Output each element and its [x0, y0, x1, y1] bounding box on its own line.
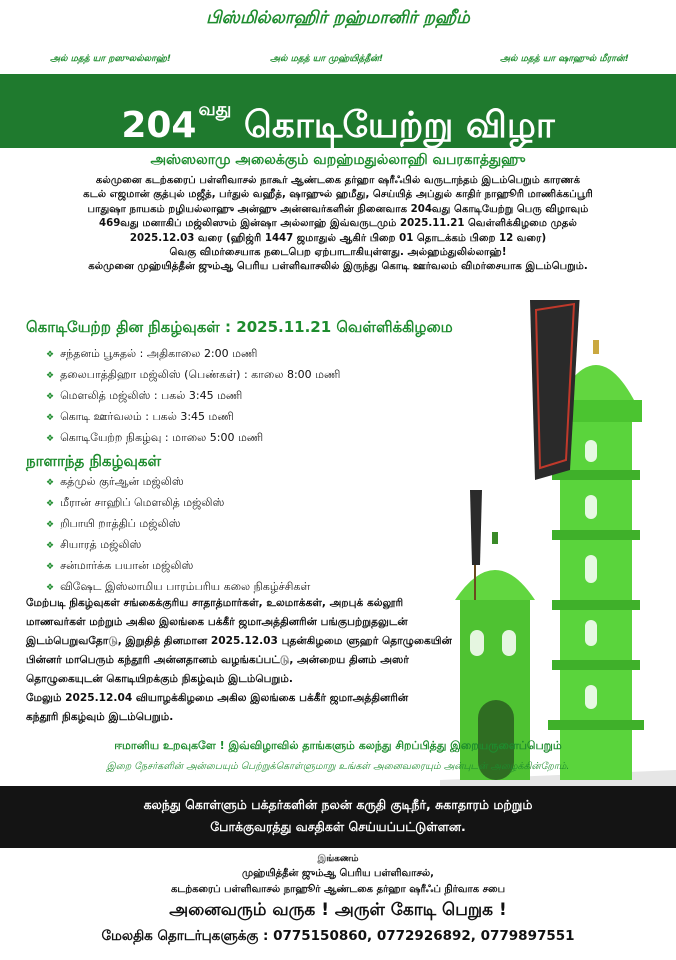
- body-line: இடம்பெறுவதோடு, இறுதித் தினமான 2025.12.03 புதன்கிழமை ளுஹர் தொழுகையின்: [26, 635, 452, 647]
- notice-line-1: கலந்து கொள்ளும் பக்தர்களின் நலன் கருதி குடிநீர், சுகாதாரம் மற்றும்: [143, 797, 533, 812]
- banner-number: 204: [121, 105, 197, 146]
- list-item: ❖ கொடி ஊர்வலம் : பகல் 3:45 மணி: [46, 410, 234, 423]
- banner-text: கொடியேற்று விழா: [243, 105, 555, 146]
- footer-org-1: முஹ்யித்தீன் ஜும்ஆ பெரிய பள்ளிவாசல்,: [242, 868, 434, 879]
- intro-paragraph: [28, 174, 648, 275]
- intro-line: கல்முனை முஹ்யித்தீன் ஜும்ஆ பெரிய பள்ளிவாசலில் இருந்து கொடி ஊர்வலம் விமர்சையாக இடம்பெறும்.: [88, 261, 588, 273]
- salam-greeting: அஸ்ஸலாமு அலைக்கும் வறஹ்மதுல்லாஹி வபரகாத்துஹு: [150, 152, 526, 168]
- bismillah-heading: பிஸ்மில்லாஹிர் றஹ்மானிர் றஹீம்: [206, 8, 470, 28]
- invocation-2: அல் மதத் யா முஹ்யித்தீன்!: [270, 54, 384, 64]
- banner-title: [0, 80, 676, 156]
- body-line: மாணவர்கள் மற்றும் அகில இலங்கை பக்கீர் ஜமாஅத்தினரின் பங்குபற்றுதலுடன்: [26, 616, 408, 628]
- list-item: ❖ சன்மார்க்க பயான் மஜ்லிஸ்: [46, 559, 194, 572]
- diamond-bullet-icon: ❖: [46, 520, 55, 530]
- invite-slogan: அனைவரும் வருக ! அருள் கோடி பெறுக !: [169, 900, 507, 920]
- intro-line: வெகு விமர்சையாக நடைபெற ஏற்பாடாகியுள்ளது. அல்ஹம்துலில்லாஹ்!: [169, 247, 507, 259]
- body-line: மேற்படி நிகழ்வுகள் சங்கைக்குரிய சாதாத்மார்கள், உலமாக்கள், அறபுக் கல்லூரி: [26, 597, 404, 609]
- intro-line: பாதுஷா நாயகம் றழியல்லாஹு அன்ஹு அன்னவர்களின் நினைவாக 204வது கொடியேற்று பெரு விழாவும்: [87, 203, 589, 215]
- daily-events-title: நாளாந்த நிகழ்வுகள்: [26, 452, 162, 470]
- banner-suffix: வது: [198, 99, 232, 120]
- intro-line: 469வது மனாகிப் மஜ்லிஸும் இன்ஷா அல்லாஹ் இவ்வருடமும் 2025.11.21 வெள்ளிக்கிழமை முதல்: [99, 218, 577, 230]
- footer-label: இங்கணம்: [317, 854, 359, 864]
- diamond-bullet-icon: ❖: [46, 350, 55, 360]
- list-item: ❖ மௌலித் மஜ்லிஸ் : பகல் 3:45 மணி: [46, 389, 243, 402]
- list-item: ❖ மீரான் சாஹிப் மௌலித் மஜ்லிஸ்: [46, 496, 225, 509]
- diamond-bullet-icon: ❖: [46, 371, 55, 381]
- invocation-1: அல் மதத் யா றஸுலல்லாஹ்!: [50, 54, 171, 64]
- diamond-bullet-icon: ❖: [46, 541, 55, 551]
- list-item: ❖ தலைபாத்திஹா மஜ்லிஸ் (பெண்கள்) : காலை 8:00 மணி: [46, 368, 341, 381]
- intro-line: 2025.12.03 வரை (ஹிஜ்ரி 1447 ஜமாதுல் ஆகிர் பிறை 01 தொடக்கம் பிறை 12 வரை): [129, 232, 547, 244]
- closing-paragraph: [26, 594, 586, 727]
- intro-line: கல்முனை கடற்கரைப் பள்ளிவாசல் நாகூர் ஆண்டகை தர்ஹா ஷரீஃபில் வருடாந்தம் இடம்பெறும் காரணக்: [95, 175, 581, 186]
- diamond-bullet-icon: ❖: [46, 392, 55, 402]
- daily-events-list: [46, 472, 310, 598]
- diamond-bullet-icon: ❖: [46, 583, 55, 593]
- intro-line: கடல் எஜமான் குத்புல் மஜீத், பர்துல் வஹீத், ஷாஹுல் ஹமீது, செய்யித் அப்துல் காதிர் நாஹூரி மாணிக்கப்பூரி: [83, 189, 593, 201]
- body-line: தொழுகையுடன் கொடியிறக்கும் நிகழ்வும் இடம்பெறும்.: [26, 673, 293, 685]
- footer-org-2: கடற்கரைப் பள்ளிவாசல் நாஹூர் ஆண்டகை தர்ஹா ஷரீஃப் நிர்வாக சபை: [170, 884, 506, 895]
- diamond-bullet-icon: ❖: [46, 562, 55, 572]
- diamond-bullet-icon: ❖: [46, 478, 55, 488]
- diamond-bullet-icon: ❖: [46, 434, 55, 444]
- notice-line-2: போக்குவரத்து வசதிகள் செய்யப்பட்டுள்ளன.: [210, 819, 466, 834]
- body-line: கந்தூரி நிகழ்வும் இடம்பெறும்.: [26, 711, 174, 723]
- contact-numbers: மேலதிக தொடர்புகளுக்கு : 0775150860, 0772926892, 0779897551: [101, 928, 575, 944]
- invocation-3: அல் மதத் யா ஷாஹுல் மீரான்!: [500, 54, 629, 64]
- list-item: ❖ சியாரத் மஜ்லிஸ்: [46, 538, 142, 551]
- body-line: மேலும் 2025.12.04 வியாழக்கிழமை அகில இலங்கை பக்கீர் ஜமாஅத்தினரின்: [26, 692, 409, 704]
- flag-day-list: [46, 344, 340, 449]
- diamond-bullet-icon: ❖: [46, 499, 55, 509]
- appeal-line-1: ஈமானிய உறவுகளே ! இவ்விழாவில் தாங்களும் கலந்து சிறப்பித்து இறையருளைப்பெறும்: [114, 739, 562, 752]
- notice-text: [0, 794, 676, 838]
- list-item: ❖ றிபாயி றாத்திப் மஜ்லிஸ்: [46, 517, 181, 530]
- small-flag: [470, 490, 482, 565]
- list-item: ❖ கொடியேற்ற நிகழ்வு : மாலை 5:00 மணி: [46, 431, 264, 444]
- flag-day-title: கொடியேற்ற தின நிகழ்வுகள் : 2025.11.21 வெள்ளிக்கிழமை: [26, 318, 453, 336]
- diamond-bullet-icon: ❖: [46, 413, 55, 423]
- appeal-line-2: இறை நேசர்களின் அன்பையும் பெற்றுக்கொள்ளுமாறு உங்கள் அனைவரையும் அன்புடன் அழைக்கின்றோம்.: [106, 761, 570, 772]
- body-line: பின்னர் மாபெரும் கந்தூரி அன்னதானம் வழங்கப்பட்டு, அன்றைய தினம் அஸர்: [26, 654, 409, 666]
- list-item: ❖ சந்தனம் பூசுதல் : அதிகாலை 2:00 மணி: [46, 347, 258, 360]
- list-item: ❖ விஷேட இஸ்லாமிய பாரம்பரிய கலை நிகழ்ச்சிகள்: [46, 580, 311, 593]
- list-item: ❖ கத்முல் குர்ஆன் மஜ்லிஸ்: [46, 475, 184, 488]
